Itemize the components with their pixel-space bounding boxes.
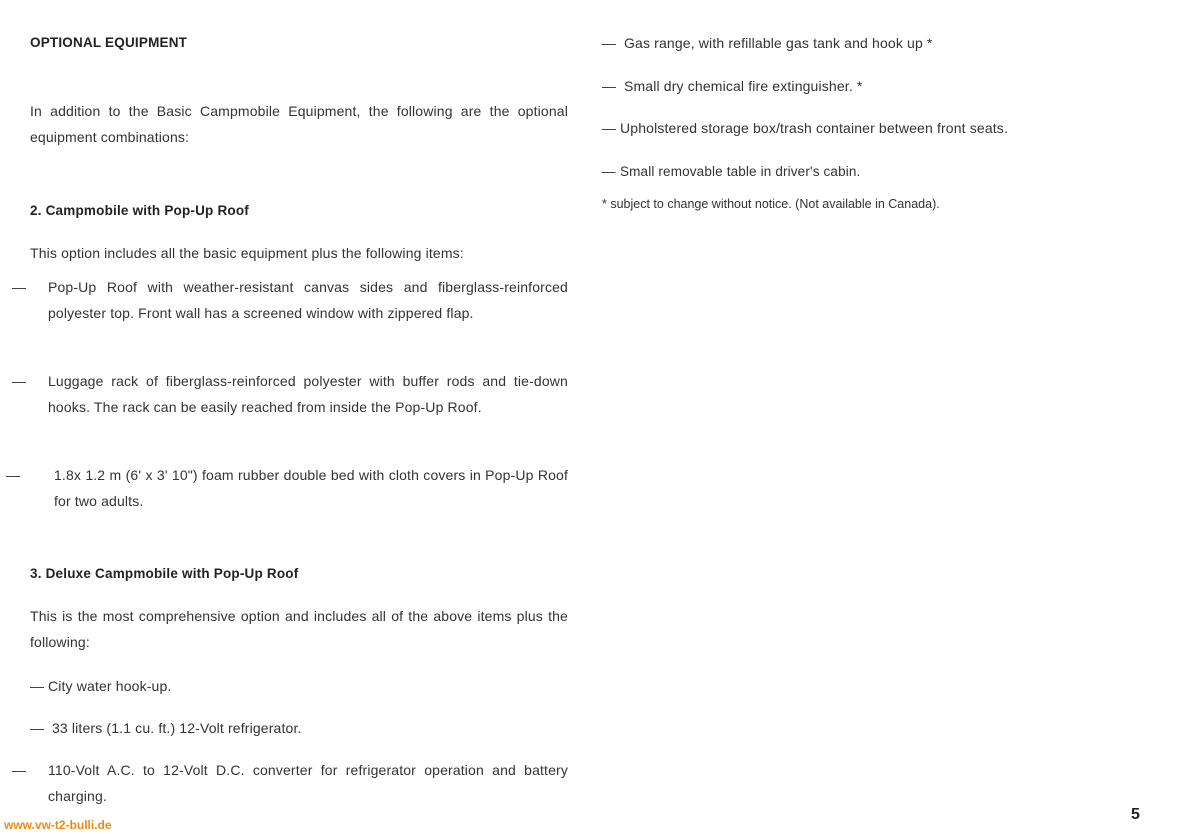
list-item xyxy=(602,30,1072,56)
dash-bullet: — xyxy=(602,78,617,94)
dash-bullet: — xyxy=(6,467,21,483)
section-3-lead: This is the most comprehensive option and includes all of the above items plus the following: xyxy=(30,608,568,650)
dash-bullet: — xyxy=(602,35,617,51)
list-item xyxy=(30,673,568,699)
list-item xyxy=(30,715,568,741)
dash-bullet: — xyxy=(30,720,45,736)
watermark-url: www.vw-t2-bulli.de xyxy=(4,818,112,832)
list-item-text: Upholstered storage box/trash container between front seats. xyxy=(620,120,1008,136)
list-item-text: Gas range, with refillable gas tank and hook up * xyxy=(624,35,933,51)
list-item xyxy=(602,115,1072,141)
footnote: * subject to change without notice. (Not available in Canada). xyxy=(602,197,940,211)
dash-bullet: — xyxy=(12,279,27,295)
list-item xyxy=(12,274,568,326)
list-item xyxy=(602,73,1072,99)
list-item-text: 1.8x 1.2 m (6' x 3' 10") foam rubber double bed with cloth covers in Pop-Up Roof for two adults. xyxy=(54,467,568,509)
section-2-heading: 2. Campmobile with Pop-Up Roof xyxy=(30,203,249,218)
list-item-text: Pop-Up Roof with weather-resistant canvas sides and fiberglass-reinforced polyester top. Front wall has a screened window with zippered flap. xyxy=(48,279,568,321)
dash-bullet: — xyxy=(602,164,616,179)
section-2-lead: This option includes all the basic equipment plus the following items: xyxy=(30,245,464,261)
list-item xyxy=(602,159,1072,185)
list-item xyxy=(12,757,568,809)
dash-bullet: — xyxy=(12,762,27,778)
section-3-heading: 3. Deluxe Campmobile with Pop-Up Roof xyxy=(30,566,299,581)
list-item xyxy=(6,462,568,514)
intro-paragraph: In addition to the Basic Campmobile Equipment, the following are the optional equipment combinations: xyxy=(30,103,568,145)
page-number: 5 xyxy=(1131,806,1140,823)
dash-bullet: — xyxy=(12,373,27,389)
list-item-text: 110-Volt A.C. to 12-Volt D.C. converter for refrigerator operation and battery charging. xyxy=(48,762,568,804)
list-item xyxy=(12,368,568,420)
list-item-text: Small dry chemical fire extinguisher. * xyxy=(624,78,863,94)
list-item-text: Luggage rack of fiberglass-reinforced polyester with buffer rods and tie-down hooks. The rack can be easily reached from inside the Pop-Up Roof. xyxy=(48,373,568,415)
list-item-text: 33 liters (1.1 cu. ft.) 12-Volt refrigerator. xyxy=(52,720,302,736)
dash-bullet: — xyxy=(30,678,45,694)
list-item-text: City water hook-up. xyxy=(48,678,172,694)
page-title: OPTIONAL EQUIPMENT xyxy=(30,35,188,50)
list-item-text: Small removable table in driver's cabin. xyxy=(620,164,861,179)
dash-bullet: — xyxy=(602,120,617,136)
